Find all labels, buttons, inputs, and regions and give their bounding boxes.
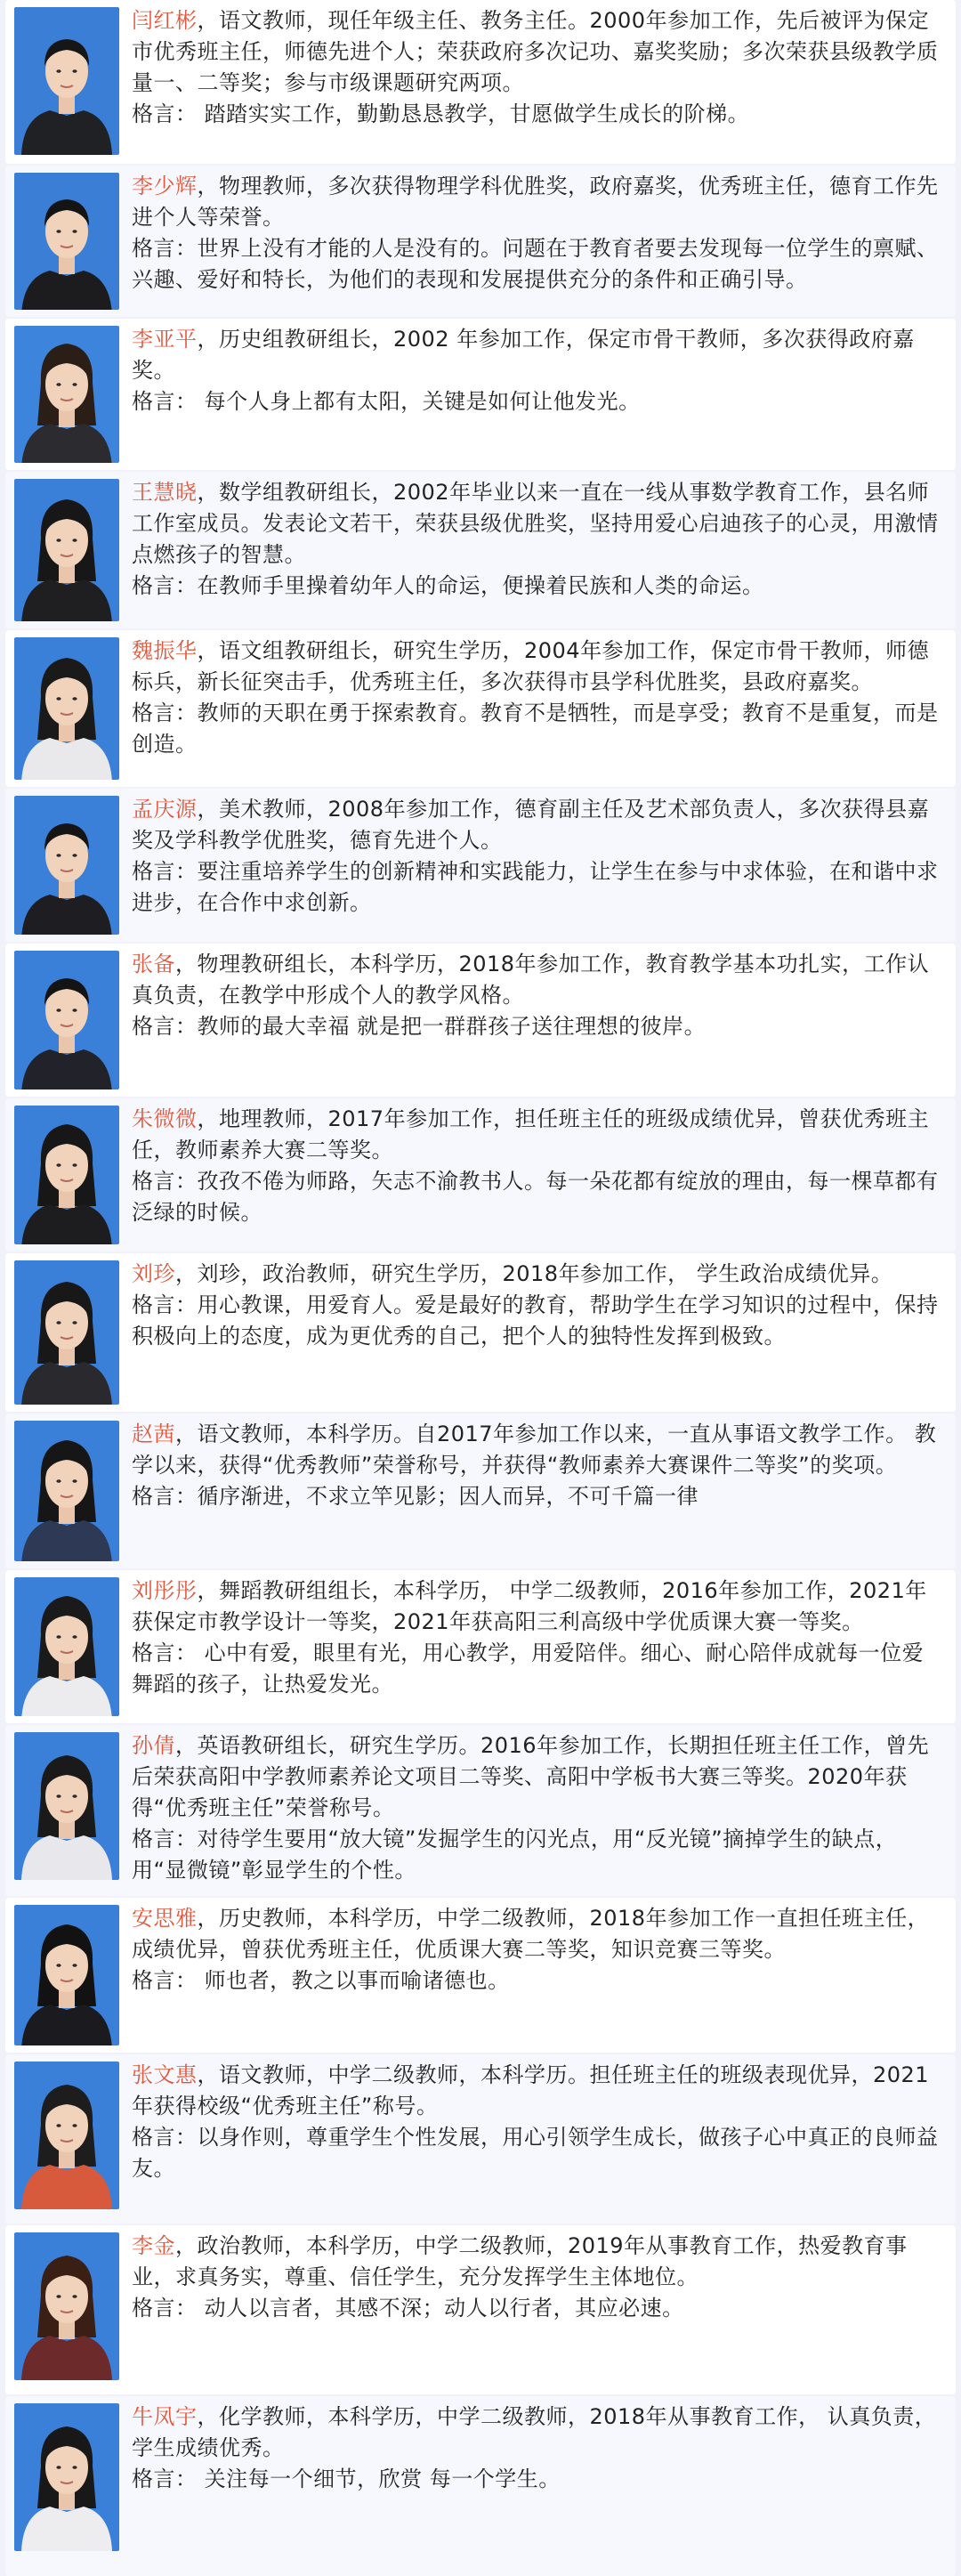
teacher-motto: 格言：孜孜不倦为师路，矢志不渝教书人。每一朵花都有绽放的理由，每一棵草都有泛绿的时候。 — [132, 1169, 939, 1225]
teacher-motto: 格言：循序渐进，不求立竿见影；因人而异，不可千篇一律 — [132, 1484, 699, 1509]
teacher-intro — [132, 1104, 943, 1166]
teacher-motto: 格言： 心中有爱，眼里有光，用心教学，用爱陪伴。细心、耐心陪伴成就每一位爱舞蹈的孩子，让热爱发光。 — [132, 1640, 925, 1697]
teacher-description: ，历史教师，本科学历，中学二级教师，2018年参加工作一直担任班主任，成绩优异，曾获优秀班主任，优质课大赛二等奖，知识竞赛三等奖。 — [132, 1906, 930, 1962]
teacher-photo — [14, 2232, 119, 2380]
teacher-motto: 格言：教师的天职在勇于探索教育。教育不是牺牲，而是享受；教育不是重复，而是创造。 — [132, 701, 939, 757]
teacher-bio — [132, 171, 943, 296]
teacher-motto: 格言： 师也者，教之以事而喻诸德也。 — [132, 1968, 510, 1993]
teacher-name: 李亚平 — [132, 327, 198, 352]
teacher-description: ，刘珍，政治教师，研究生学历，2018年参加工作， 学生政治成绩优异。 — [175, 1261, 893, 1286]
teacher-intro — [132, 1730, 943, 1824]
portrait-icon — [14, 1106, 119, 1244]
portrait-icon — [14, 2403, 119, 2551]
teacher-description: ，舞蹈教研组组长，本科学历， 中学二级教师，2016年参加工作，2021年获保定市教学设计一等奖，2021年获高阳三利高级中学优质课大赛一等奖。 — [132, 1578, 927, 1634]
teacher-card — [5, 166, 956, 317]
teacher-photo — [14, 479, 119, 621]
teacher-description: ，美术教师，2008年参加工作，德育副主任及艺术部负责人，多次获得县嘉奖及学科教学优胜奖，德育先进个人。 — [132, 797, 930, 853]
portrait-icon — [14, 173, 119, 310]
teacher-name: 孙倩 — [132, 1733, 175, 1758]
teacher-description: ，物理教研组长，本科学历，2018年参加工作，教育教学基本功扎实，工作认真负责，在教学中形成个人的教学风格。 — [132, 952, 930, 1008]
teacher-name: 刘彤彤 — [132, 1578, 198, 1603]
teacher-name: 刘珍 — [132, 1261, 175, 1286]
teacher-description: ，化学教师，本科学历，中学二级教师，2018年从事教育工作， 认真负责，学生成绩优秀。 — [132, 2404, 937, 2460]
teacher-intro — [132, 2231, 943, 2293]
teacher-name: 孟庆源 — [132, 797, 198, 822]
teacher-photo — [14, 1905, 119, 2045]
teacher-card — [5, 0, 956, 164]
teacher-photo — [14, 326, 119, 463]
teacher-intro — [132, 2060, 943, 2122]
teacher-description: ，物理教师，多次获得物理学科优胜奖，政府嘉奖，优秀班主任，德育工作先进个人等荣誉。 — [132, 174, 939, 230]
teacher-photo — [14, 1577, 119, 1716]
teacher-intro — [132, 794, 943, 856]
teacher-photo — [14, 2062, 119, 2209]
portrait-icon — [14, 1421, 119, 1561]
teacher-photo — [14, 1260, 119, 1405]
teacher-name: 朱微微 — [132, 1106, 198, 1131]
teacher-card — [5, 1098, 956, 1252]
teacher-card — [5, 319, 956, 470]
teacher-card — [5, 1253, 956, 1412]
teacher-bio — [132, 1730, 943, 1886]
teacher-description: ，语文组教研组长，研究生学历，2004年参加工作，保定市骨干教师，师德标兵，新长征突击手，优秀班主任，多次获得市县学科优胜奖，县政府嘉奖。 — [132, 638, 930, 694]
teacher-intro — [132, 1259, 943, 1290]
teacher-bio — [132, 794, 943, 919]
teacher-card — [5, 630, 956, 787]
portrait-icon — [14, 2232, 119, 2380]
teacher-bio — [132, 324, 943, 417]
teacher-card — [5, 2396, 956, 2576]
portrait-icon — [14, 951, 119, 1090]
teacher-intro — [132, 1419, 943, 1481]
teacher-card — [5, 2225, 956, 2394]
teacher-bio — [132, 2402, 943, 2495]
portrait-icon — [14, 1577, 119, 1716]
teacher-photo — [14, 1421, 119, 1561]
teacher-intro — [132, 1576, 943, 1638]
teacher-card — [5, 2054, 956, 2224]
teacher-motto: 格言： 踏踏实实工作，勤勤恳恳教学，甘愿做学生成长的阶梯。 — [132, 101, 750, 126]
teacher-motto: 格言：用心教课，用爱育人。爱是最好的教育，帮助学生在学习知识的过程中，保持积极向上的态度，成为更优秀的自己，把个人的独特性发挥到极致。 — [132, 1292, 939, 1349]
teacher-photo — [14, 1732, 119, 1880]
teacher-bio — [132, 5, 943, 130]
teacher-description: ，地理教师，2017年参加工作，担任班主任的班级成绩优异，曾获优秀班主任，教师素养大赛二等奖。 — [132, 1106, 930, 1162]
teacher-name: 闫红彬 — [132, 8, 198, 33]
teacher-card — [5, 944, 956, 1097]
portrait-icon — [14, 1905, 119, 2045]
teacher-card — [5, 1414, 956, 1568]
teacher-photo — [14, 2403, 119, 2551]
teacher-name: 张备 — [132, 952, 175, 976]
teacher-card — [5, 1570, 956, 1723]
portrait-icon — [14, 7, 119, 155]
teacher-name: 赵茜 — [132, 1422, 175, 1446]
portrait-icon — [14, 326, 119, 463]
portrait-icon — [14, 1260, 119, 1405]
teacher-motto: 格言：教师的最大幸福 就是把一群群孩子送往理想的彼岸。 — [132, 1014, 707, 1039]
teacher-motto: 格言：世界上没有才能的人是没有的。问题在于教育者要去发现每一位学生的禀赋、兴趣、爱好和特长，为他们的表现和发展提供充分的条件和正确引导。 — [132, 236, 939, 292]
teacher-intro — [132, 949, 943, 1011]
teacher-name: 王慧晓 — [132, 480, 198, 505]
teacher-motto: 格言：在教师手里操着幼年人的命运，便操着民族和人类的命运。 — [132, 573, 764, 598]
teacher-bio — [132, 949, 943, 1042]
teacher-intro — [132, 5, 943, 99]
portrait-icon — [14, 479, 119, 621]
teacher-card — [5, 472, 956, 628]
teacher-photo — [14, 1106, 119, 1244]
teacher-photo — [14, 951, 119, 1090]
teacher-bio — [132, 1259, 943, 1352]
teacher-photo — [14, 637, 119, 780]
teacher-bio — [132, 1576, 943, 1700]
teacher-description: ，语文教师，本科学历。自2017年参加工作以来，一直从事语文教学工作。 教学以来，获得“优秀教师”荣誉称号，并获得“教师素养大赛课件二等奖”的奖项。 — [132, 1422, 937, 1478]
teacher-photo — [14, 7, 119, 155]
portrait-icon — [14, 1732, 119, 1880]
teacher-bio — [132, 2231, 943, 2324]
teacher-bio — [132, 1903, 943, 1997]
teacher-intro — [132, 2402, 943, 2464]
teacher-name: 牛凤宇 — [132, 2404, 198, 2429]
teacher-intro — [132, 636, 943, 698]
teacher-description: ，英语教研组长，研究生学历。2016年参加工作，长期担任班主任工作，曾先后荣获高阳中学教师素养论文项目二等奖、高阳中学板书大赛三等奖。2020年获得“优秀班主任”荣誉称号。 — [132, 1733, 930, 1820]
teacher-intro — [132, 1903, 943, 1965]
teacher-motto: 格言： 动人以言者，其感不深；动人以行者，其应必速。 — [132, 2296, 684, 2321]
teacher-name: 魏振华 — [132, 638, 198, 663]
teacher-bio — [132, 477, 943, 602]
teacher-motto: 格言：以身作则，尊重学生个性发展，用心引领学生成长，做孩子心中真正的良师益友。 — [132, 2125, 939, 2181]
teacher-description: ，语文教师，现任年级主任、教务主任。2000年参加工作，先后被评为保定市优秀班主任，师德先进个人；荣获政府多次记功、嘉奖奖励；多次荣获县级教学质量一、二等奖；参与市级课题研究两项。 — [132, 8, 939, 95]
teacher-intro — [132, 477, 943, 571]
teacher-motto: 格言： 关注每一个细节，欣赏 每一个学生。 — [132, 2467, 561, 2491]
teacher-card — [5, 1898, 956, 2053]
teacher-bio — [132, 636, 943, 760]
teacher-description: ，数学组教研组长，2002年毕业以来一直在一线从事数学教育工作，县名师工作室成员。发表论文若干，荣获县级优胜奖，坚持用爱心启迪孩子的心灵，用激情点燃孩子的智慧。 — [132, 480, 939, 567]
portrait-icon — [14, 2062, 119, 2209]
teacher-bio — [132, 2060, 943, 2184]
teacher-card — [5, 1725, 956, 1896]
teacher-name: 李少辉 — [132, 174, 198, 198]
teacher-bio — [132, 1419, 943, 1512]
teacher-description: ，语文教师，中学二级教师，本科学历。担任班主任的班级表现优异，2021年获得校级“优秀班主任”称号。 — [132, 2062, 930, 2118]
teacher-photo — [14, 796, 119, 935]
teacher-intro — [132, 171, 943, 233]
teacher-bio — [132, 1104, 943, 1228]
teacher-name: 李金 — [132, 2233, 175, 2258]
teacher-motto: 格言：对待学生要用“放大镜”发掘学生的闪光点，用“反光镜”摘掉学生的缺点，用“显微镜”彰显学生的个性。 — [132, 1827, 898, 1883]
teacher-motto: 格言：要注重培养学生的创新精神和实践能力，让学生在参与中求体验，在和谐中求进步，在合作中求创新。 — [132, 859, 939, 915]
teacher-photo — [14, 173, 119, 310]
teacher-name: 张文惠 — [132, 2062, 198, 2087]
portrait-icon — [14, 637, 119, 780]
teacher-description: ，历史组教研组长，2002 年参加工作，保定市骨干教师，多次获得政府嘉奖。 — [132, 327, 915, 383]
portrait-icon — [14, 796, 119, 935]
teacher-description: ，政治教师，本科学历，中学二级教师，2019年从事教育工作，热爱教育事业，求真务实，尊重、信任学生，充分发挥学生主体地位。 — [132, 2233, 908, 2289]
teacher-name: 安思雅 — [132, 1906, 198, 1931]
teacher-intro — [132, 324, 943, 386]
teacher-card — [5, 789, 956, 942]
teacher-motto: 格言： 每个人身上都有太阳，关键是如何让他发光。 — [132, 389, 641, 414]
